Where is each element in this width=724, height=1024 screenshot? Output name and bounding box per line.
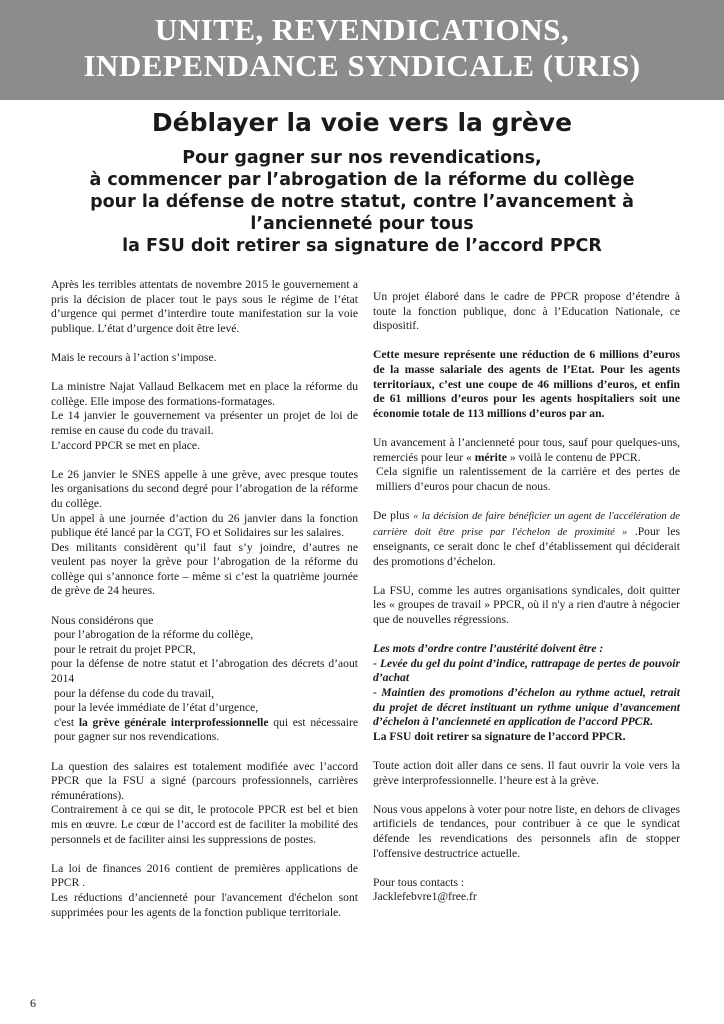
paragraph: Nous considérons que	[51, 613, 154, 627]
paragraph: Cette mesure représente une réduction de 6 millions d’euros de la masse salariale des agents de l’Etat. Pour les agents territoriaux, c’est une coupe de 46 millions d’euros, et enfin de 61 millions d’euros pour les agents hospitaliers soit une économie totale de 113 millions d’euros par an.	[373, 348, 680, 420]
paragraph: La FSU, comme les autres organisations syndicales, doit quitter les « groupes de travail » PPCR, où il n'y a rien d'autre à négocier que de nouvelles régressions.	[373, 583, 680, 627]
italic-quote: « la décision de faire bénéficier un agent de l'accélération de carrière doit être prise par l'échelon de proximité »	[373, 510, 680, 538]
text: » voilà le contenu de PPCR.	[506, 450, 641, 464]
text: .Pour les enseignants, ce serait donc le chef d’établissement qui déciderait des promotions d’échelon.	[373, 524, 680, 568]
paragraph: L’accord PPCR se met en place.	[51, 438, 200, 452]
banner-line-2: INDEPENDANCE SYNDICALE (URIS)	[83, 48, 641, 83]
contact-email: Jacklefebvre1@free.fr	[373, 890, 477, 904]
paragraph	[51, 716, 358, 745]
paragraph: La question des salaires est totalement modifiée avec l’accord PPCR que la FSU a signé (parcours professionnels, carrières rémunérations).	[51, 759, 358, 802]
paragraph: Le 14 janvier le gouvernement va présenter un projet de loi de remise en cause du code du travail.	[51, 409, 358, 437]
list-item: pour le retrait du projet PPCR,	[54, 642, 196, 656]
bold-text: mérite	[474, 450, 507, 464]
paragraph: Des militants considèrent qu’il faut s’y joindre, d’autres ne veulent pas noyer la grève pour l’abrogation de la réforme du collège qui s’annonce forte – même si c’est la quatrième journée de grève de 24 heures.	[51, 540, 358, 598]
banner-line-1: UNITE, REVENDICATIONS,	[154, 12, 570, 47]
article-title: Déblayer la voie vers la grève	[151, 108, 573, 137]
page-number: 6	[30, 996, 36, 1010]
bold-text: la grève générale interprofessionnelle	[78, 715, 269, 729]
subtitle-line: pour la défense de notre statut, contre l’avancement à	[90, 192, 634, 212]
text: Un avancement à l’ancienneté pour tous, sauf pour quelques-uns, remerciés pour leur «	[373, 435, 680, 464]
paragraph: Cela signifie un ralentissement de la carrière et des pertes de milliers d’euros pour chacun de nous.	[376, 465, 680, 493]
paragraph: Nous vous appelons à voter pour notre liste, en dehors de clivages artificiels de tendances, pour contribuer à ce que le syndicat défende les revendications des personnels afin de stopper l'offensive destructrice actuelle.	[373, 802, 680, 860]
list-item: - Levée du gel du point d’indice, rattrapage de pertes de pouvoir d’achat	[373, 656, 680, 685]
paragraph: Un projet élaboré dans le cadre de PPCR propose d’étendre à toute la fonction publique, donc à l’Education Nationale, ce dispositif.	[373, 290, 680, 333]
contact-label: Pour tous contacts :	[373, 875, 465, 889]
paragraph: La loi de finances 2016 contient de premières applications de PPCR .	[51, 861, 358, 890]
paragraph: Contrairement à ce qui se dit, le protocole PPCR est bel et bien mis en œuvre. Le cœur de l’accord est de faciliter la mobilité des personnels et de faciliter ainsi les suppressions de postes.	[51, 803, 358, 846]
subtitle-line: la FSU doit retirer sa signature de l’accord PPCR	[122, 236, 602, 256]
paragraph-heading: Les mots d’ordre contre l’austérité doivent être :	[373, 642, 604, 656]
subtitle-line: Pour gagner sur nos revendications,	[182, 148, 542, 168]
paragraph: La ministre Najat Vallaud Belkacem met en place la réforme du collège. Elle impose des formations-formatages.	[51, 380, 358, 408]
text: c'est	[54, 715, 79, 729]
paragraph: Les réductions d’ancienneté pour l'avancement d'échelon sont supprimées pour les agents de la fonction publique territoriale.	[51, 890, 358, 919]
subtitle-line: à commencer par l’abrogation de la réforme du collège	[89, 170, 635, 190]
paragraph	[373, 509, 680, 569]
article-subtitle	[0, 147, 724, 257]
paragraph: Après les terribles attentats de novembre 2015 le gouvernement a pris la décision de placer tout le pays sous le régime de l’état d’urgence qui permet d’interdire toute manifestation sur la voie publique. L’état d’urgence doit être levé.	[51, 278, 358, 335]
list-item: pour l’abrogation de la réforme du collège,	[54, 628, 254, 642]
paragraph: Toute action doit aller dans ce sens. Il faut ouvrir la voie vers la grève interprofessionnelle. l’heure est à la grève.	[373, 759, 680, 787]
text: qui est nécessaire pour gagner sur nos revendications.	[54, 715, 358, 744]
paragraph: Mais le recours à l’action s’impose.	[51, 350, 217, 364]
list-item: - Maintien des promotions d’échelon au rythme actuel, retrait du projet de décret instituant un rythme unique d’avancement d’échelon à l’ancienneté en application de l’accord PPCR.	[373, 686, 680, 729]
list-item: pour la levée immédiate de l’état d’urgence,	[54, 701, 259, 715]
text: De plus	[373, 508, 414, 522]
subtitle-line: l’ancienneté pour tous	[250, 214, 474, 234]
header-banner	[0, 0, 724, 100]
paragraph: Le 26 janvier le SNES appelle à une grève, avec presque toutes les organisations du second degré pour l’abrogation de la réforme du collège.	[51, 467, 358, 510]
list-item: pour la défense de notre statut et l’abrogation des décrets d’aout 2014	[51, 657, 358, 686]
list-item: pour la défense du code du travail,	[54, 686, 214, 700]
right-column	[373, 290, 680, 905]
paragraph: Un appel à une journée d’action du 26 janvier dans la fonction publique été lancé par la CGT, FO et Solidaires sur les salaires.	[51, 511, 358, 540]
paragraph: La FSU doit retirer sa signature de l’accord PPCR.	[373, 729, 626, 743]
left-column	[51, 278, 358, 920]
paragraph	[373, 436, 680, 465]
